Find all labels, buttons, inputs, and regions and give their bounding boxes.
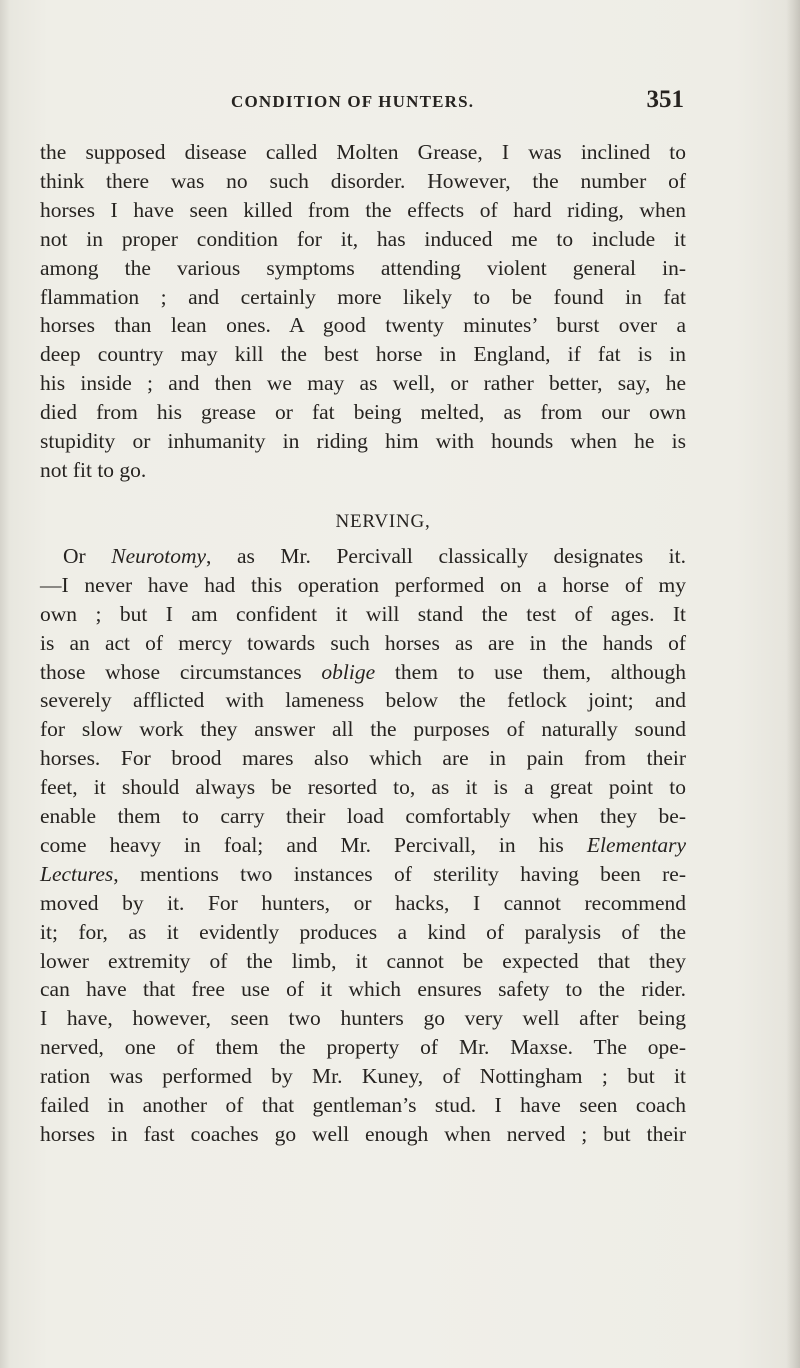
text-line: ration was performed by Mr. Kuney, of Nottingham ; but it: [40, 1064, 686, 1089]
italic-term-neurotomy: Neurotomy: [111, 543, 207, 568]
text-line: [40, 831, 686, 860]
text-run: come heavy in foal; and Mr. Percivall, in his: [40, 832, 587, 857]
text-line: enable them to carry their load comfortably when they be-: [40, 804, 686, 829]
text-run: , mentions two instances of sterility having been re-: [113, 861, 686, 886]
text-line: think there was no such disorder. However, the number of: [40, 168, 686, 193]
text-line: horses than lean ones. A good twenty minutes’ burst over a: [40, 313, 686, 338]
text-line: not fit to go.: [40, 457, 147, 482]
text-run: Or: [63, 543, 112, 568]
text-line: severely afflicted with lameness below the fetlock joint; and: [40, 688, 686, 713]
text-line: —I never have had this operation performed on a horse of my: [40, 572, 686, 597]
section-heading-nerving: NERVING,: [335, 510, 431, 532]
text-line: feet, it should always be resorted to, as it is a great point to: [40, 775, 686, 800]
text-line: for slow work they answer all the purposes of naturally sound: [40, 717, 686, 742]
italic-title-elementary: Elementary: [586, 832, 686, 857]
text-line: failed in another of that gentleman’s stud. I have seen coach: [40, 1093, 686, 1118]
text-line: own ; but I am confident it will stand the test of ages. It: [40, 601, 686, 626]
text-line: horses in fast coaches go well enough when nerved ; but their: [40, 1122, 686, 1146]
text-line: lower extremity of the limb, it cannot be expected that they: [40, 948, 686, 973]
page-number: 351: [646, 86, 684, 113]
text-line: deep country may kill the best horse in England, if fat is in: [40, 342, 686, 367]
text-line: not in proper condition for it, has induced me to include it: [40, 226, 686, 251]
text-line: his inside ; and then we may as well, or rather better, say, he: [40, 371, 686, 396]
page-edge-shadow-left: [0, 0, 10, 1368]
text-line: is an act of mercy towards such horses as are in the hands of: [40, 630, 686, 655]
text-line: stupidity or inhumanity in riding him with hounds when he is: [40, 429, 686, 454]
paragraph-nerving: [40, 542, 686, 1149]
text-line: horses. For brood mares also which are in pain from their: [40, 746, 686, 771]
text-line: among the various symptoms attending violent general in-: [40, 255, 686, 280]
running-head: CONDITION OF HUNTERS.: [231, 92, 475, 111]
text-line: the supposed disease called Molten Grease, I was inclined to: [40, 140, 686, 164]
text-line: died from his grease or fat being melted, as from our own: [40, 400, 686, 425]
text-run: , as Mr. Percivall classically designates it.: [206, 543, 686, 568]
text-line: [40, 860, 686, 889]
body-text: [40, 138, 686, 1149]
page-header: [231, 86, 684, 116]
italic-word-oblige: oblige: [321, 659, 376, 684]
italic-title-lectures: Lectures: [40, 861, 114, 886]
paragraph-molten-grease: [40, 138, 686, 485]
text-line: horses I have seen killed from the effects of hard riding, when: [40, 197, 686, 222]
text-line: flammation ; and certainly more likely to be found in fat: [40, 284, 686, 309]
page-edge-shadow-right: [786, 0, 800, 1368]
text-line: [40, 542, 686, 571]
text-line: nerved, one of them the property of Mr. Maxse. The ope-: [40, 1035, 686, 1060]
text-line: can have that free use of it which ensures safety to the rider.: [40, 977, 686, 1002]
text-run: those whose circumstances: [40, 659, 322, 684]
text-line: [40, 658, 686, 687]
text-line: I have, however, seen two hunters go very well after being: [40, 1006, 686, 1031]
text-line: it; for, as it evidently produces a kind of paralysis of the: [40, 919, 686, 944]
text-line: moved by it. For hunters, or hacks, I cannot recommend: [40, 890, 686, 915]
text-run: them to use them, although: [375, 659, 686, 684]
